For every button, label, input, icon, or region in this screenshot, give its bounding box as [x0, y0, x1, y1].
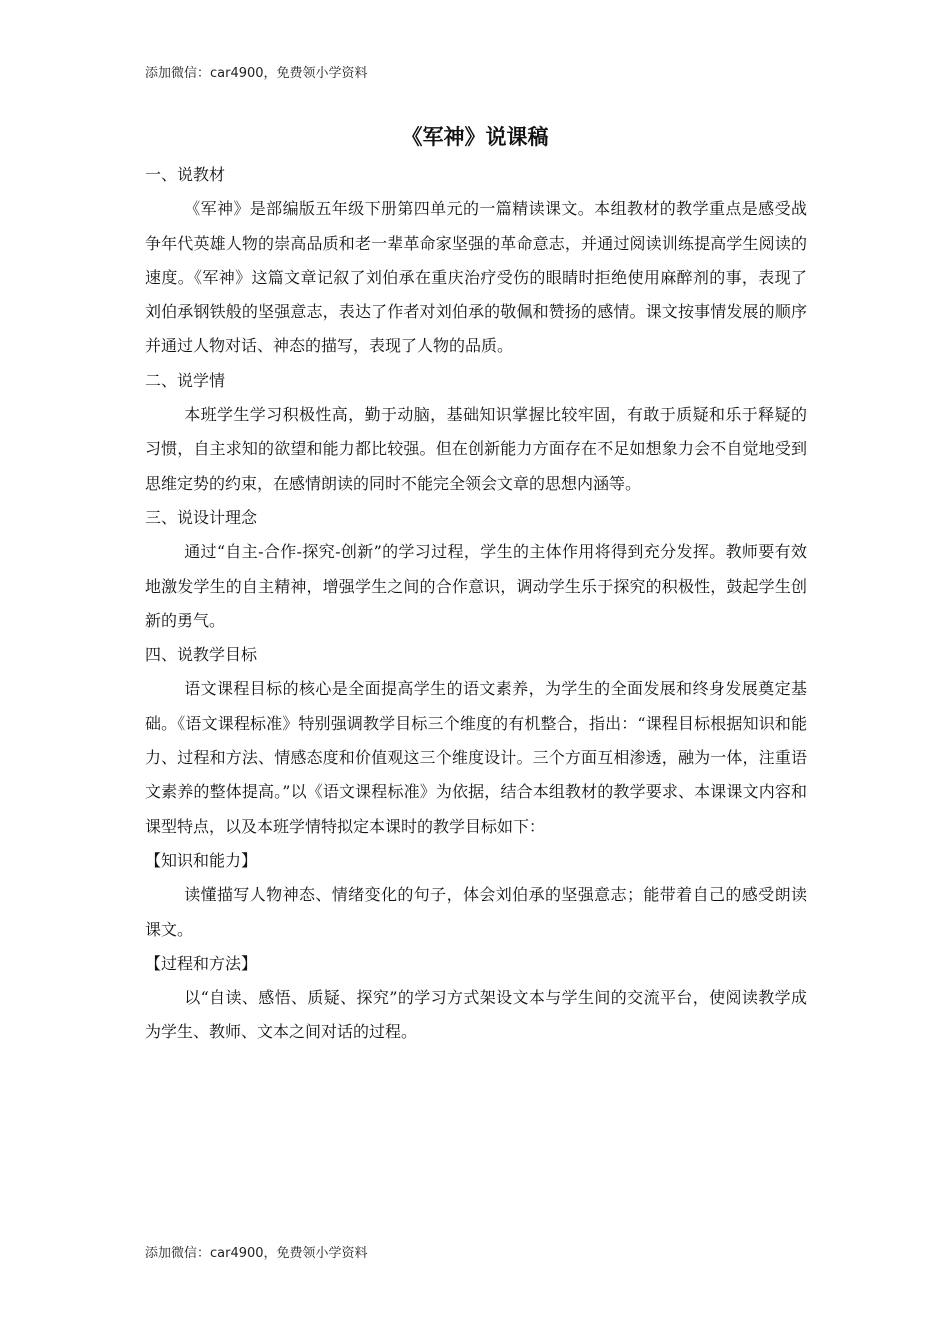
section-heading-materials: 一、说教材: [145, 165, 226, 184]
section-paragraph-materials: 《军神》是部编版五年级下册第四单元的一篇精读课文。本组教材的教学重点是感受战争年代英雄人物的崇高品质和老一辈革命家坚强的革命意志，并通过阅读训练提高学生阅读的速度。《军神》这篇文章记叙了刘伯承在重庆治疗受伤的眼睛时拒绝使用麻醉剂的事，表现了刘伯承钢铁般的坚强意志，表达了作者对刘伯承的敬佩和赞扬的感情。课文按事情发展的顺序并通过人物对话、神态的描写，表现了人物的品质。: [145, 199, 807, 356]
section-heading-design: 三、说设计理念: [145, 507, 258, 527]
objective-text-process: 以“自读、感悟、质疑、探究”的学习方式架设文本与学生间的交流平台，使阅读教学成为学生、教师、文本之间对话的过程。: [145, 988, 807, 1042]
section-heading-goals: 四、说教学目标: [145, 645, 258, 665]
objective-label-knowledge: 【知识和能力】: [145, 850, 258, 870]
section-paragraph-students: 本班学生学习积极性高，勤于动脑，基础知识掌握比较牢固，有敢于质疑和乐于释疑的习惯，自主求知的欲望和能力都比较强。但在创新能力方面存在不足如想象力会不自觉地受到思维定势的约束，在感情朗读的同时不能完全领会文章的思想内涵等。: [145, 405, 807, 493]
section-paragraph-goals: 语文课程目标的核心是全面提高学生的语文素养，为学生的全面发展和终身发展奠定基础。《语文课程标准》特别强调教学目标三个维度的有机整合，指出：“课程目标根据知识和能力、过程和方法、情感态度和价值观这三个维度设计。三个方面互相渗透，融为一体，注重语文素养的整体提高。”以《语文课程标准》为依据，结合本组教材的教学要求、本课课文内容和课型特点，以及本班学情特拟定本课时的教学目标如下：: [145, 679, 807, 836]
section-heading-students: 二、说学情: [145, 370, 226, 390]
document-title: 《军神》说课稿: [401, 125, 549, 149]
section-paragraph-design: 通过“自主-合作-探究-创新”的学习过程，学生的主体作用将得到充分发挥。教师要有效地激发学生的自主精神，增强学生之间的合作意识，调动学生乐于探究的积极性，鼓起学生创新的勇气。: [145, 542, 807, 630]
objective-text-knowledge: 读懂描写人物神态、情绪变化的句子，体会刘伯承的坚强意志；能带着自己的感受朗读课文。: [145, 885, 807, 939]
header-note: 添加微信：car4900，免费领小学资料: [145, 66, 368, 81]
footer-note: 添加微信：car4900，免费领小学资料: [145, 1246, 368, 1261]
objective-label-process: 【过程和方法】: [145, 953, 258, 973]
document-body: [145, 158, 807, 1050]
